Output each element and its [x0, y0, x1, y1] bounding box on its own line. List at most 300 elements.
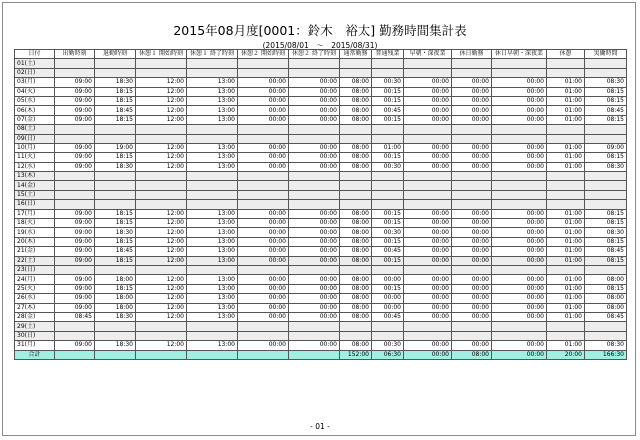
- time-cell: 00:00: [238, 303, 289, 312]
- time-cell: [136, 125, 187, 134]
- date-cell: 16(日): [15, 200, 55, 209]
- time-cell: 00:00: [452, 209, 492, 218]
- time-cell: 09:00: [55, 162, 95, 171]
- time-cell: [404, 265, 452, 274]
- time-cell: [95, 181, 136, 190]
- date-cell: 03(月): [15, 78, 55, 87]
- time-cell: 00:00: [238, 284, 289, 293]
- time-cell: 00:00: [238, 312, 289, 321]
- date-cell: 27(木): [15, 303, 55, 312]
- time-cell: [452, 265, 492, 274]
- time-cell: 00:00: [404, 143, 452, 152]
- time-cell: 00:00: [492, 275, 547, 284]
- time-cell: 00:00: [238, 87, 289, 96]
- time-cell: 00:00: [238, 162, 289, 171]
- table-row: [15, 96, 627, 105]
- time-cell: 00:00: [404, 312, 452, 321]
- time-cell: 18:45: [95, 247, 136, 256]
- time-cell: [55, 134, 95, 143]
- time-cell: 09:00: [55, 228, 95, 237]
- time-cell: 09:00: [55, 143, 95, 152]
- time-cell: [187, 134, 238, 143]
- time-cell: 00:15: [372, 209, 404, 218]
- time-cell: 00:00: [289, 87, 340, 96]
- time-cell: 01:00: [547, 153, 585, 162]
- time-cell: [55, 125, 95, 134]
- time-cell: 18:15: [95, 96, 136, 105]
- time-cell: 00:00: [492, 303, 547, 312]
- time-cell: 00:00: [289, 312, 340, 321]
- time-cell: 00:00: [289, 284, 340, 293]
- time-cell: [492, 134, 547, 143]
- time-cell: 00:00: [238, 247, 289, 256]
- time-cell: 00:30: [372, 341, 404, 350]
- page-number: - 01 -: [310, 422, 330, 431]
- time-cell: [372, 200, 404, 209]
- total-cell: 08:00: [452, 350, 492, 359]
- time-cell: 08:30: [585, 341, 627, 350]
- time-cell: 01:00: [547, 247, 585, 256]
- time-cell: 13:00: [187, 143, 238, 152]
- time-cell: 08:15: [585, 96, 627, 105]
- time-cell: 00:00: [452, 275, 492, 284]
- date-cell: 17(月): [15, 209, 55, 218]
- total-cell: 152:00: [340, 350, 372, 359]
- time-cell: 13:00: [187, 294, 238, 303]
- time-cell: [547, 265, 585, 274]
- time-cell: [340, 200, 372, 209]
- table-row: [15, 303, 627, 312]
- time-cell: [340, 331, 372, 340]
- time-cell: 08:30: [585, 78, 627, 87]
- time-cell: 00:00: [452, 106, 492, 115]
- time-cell: [289, 322, 340, 331]
- time-cell: [95, 190, 136, 199]
- time-cell: 00:00: [404, 303, 452, 312]
- date-cell: 30(日): [15, 331, 55, 340]
- time-cell: 09:00: [55, 209, 95, 218]
- table-row: [15, 181, 627, 190]
- time-cell: [187, 322, 238, 331]
- time-cell: 00:00: [238, 143, 289, 152]
- time-cell: 00:45: [372, 106, 404, 115]
- time-cell: 01:00: [547, 78, 585, 87]
- time-cell: [547, 200, 585, 209]
- time-cell: 00:00: [452, 312, 492, 321]
- date-cell: 09(日): [15, 134, 55, 143]
- total-cell: 06:30: [372, 350, 404, 359]
- time-cell: [289, 134, 340, 143]
- time-cell: [547, 181, 585, 190]
- time-cell: 13:00: [187, 256, 238, 265]
- time-cell: 01:00: [547, 209, 585, 218]
- time-cell: [492, 172, 547, 181]
- date-cell: 07(金): [15, 115, 55, 124]
- time-cell: 00:00: [452, 153, 492, 162]
- time-cell: 18:30: [95, 312, 136, 321]
- table-row: [15, 115, 627, 124]
- table-row: [15, 59, 627, 68]
- time-cell: [492, 265, 547, 274]
- time-cell: 08:30: [585, 228, 627, 237]
- time-cell: [187, 125, 238, 134]
- time-cell: [492, 181, 547, 190]
- time-cell: [340, 322, 372, 331]
- time-cell: 00:00: [452, 162, 492, 171]
- time-cell: 00:00: [404, 275, 452, 284]
- time-cell: 00:00: [452, 256, 492, 265]
- column-header: 休憩２ 終了時刻: [289, 50, 340, 59]
- time-cell: 00:00: [452, 303, 492, 312]
- time-cell: [452, 68, 492, 77]
- time-cell: [340, 172, 372, 181]
- time-cell: 01:00: [547, 275, 585, 284]
- time-cell: 00:00: [452, 143, 492, 152]
- time-cell: [547, 134, 585, 143]
- table-row: [15, 275, 627, 284]
- time-cell: 00:00: [289, 237, 340, 246]
- time-cell: 08:00: [340, 312, 372, 321]
- time-cell: [585, 190, 627, 199]
- time-cell: [289, 125, 340, 134]
- time-cell: 19:00: [95, 143, 136, 152]
- time-cell: 08:00: [340, 78, 372, 87]
- time-cell: [585, 125, 627, 134]
- time-cell: 00:00: [289, 294, 340, 303]
- time-cell: [585, 331, 627, 340]
- time-cell: [340, 59, 372, 68]
- time-cell: [404, 200, 452, 209]
- time-cell: [340, 181, 372, 190]
- time-cell: [136, 331, 187, 340]
- time-cell: 18:15: [95, 209, 136, 218]
- time-cell: 08:00: [340, 341, 372, 350]
- time-cell: 00:15: [372, 153, 404, 162]
- table-row: [15, 331, 627, 340]
- time-cell: 13:00: [187, 87, 238, 96]
- table-row: [15, 294, 627, 303]
- time-cell: [238, 200, 289, 209]
- date-cell: 13(木): [15, 172, 55, 181]
- time-cell: 00:00: [404, 341, 452, 350]
- time-cell: 00:00: [289, 275, 340, 284]
- time-cell: 00:00: [452, 87, 492, 96]
- time-cell: 12:00: [136, 284, 187, 293]
- time-cell: 08:15: [585, 237, 627, 246]
- time-cell: [187, 200, 238, 209]
- time-cell: [585, 59, 627, 68]
- time-cell: 13:00: [187, 237, 238, 246]
- table-row: [15, 228, 627, 237]
- table-row: [15, 68, 627, 77]
- time-cell: 00:00: [492, 78, 547, 87]
- time-cell: [547, 190, 585, 199]
- table-row: [15, 265, 627, 274]
- time-cell: 00:00: [404, 78, 452, 87]
- time-cell: 09:00: [55, 256, 95, 265]
- time-cell: 00:15: [372, 219, 404, 228]
- table-header-row: [15, 50, 627, 59]
- table-row: [15, 78, 627, 87]
- time-cell: [55, 190, 95, 199]
- time-cell: 00:00: [492, 143, 547, 152]
- time-cell: [372, 59, 404, 68]
- time-cell: 08:00: [340, 228, 372, 237]
- date-cell: 11(火): [15, 153, 55, 162]
- time-cell: 12:00: [136, 247, 187, 256]
- time-cell: 13:00: [187, 303, 238, 312]
- time-cell: 09:00: [55, 153, 95, 162]
- time-cell: 00:00: [289, 143, 340, 152]
- column-header: 休憩: [547, 50, 585, 59]
- time-cell: 12:00: [136, 153, 187, 162]
- table-row: [15, 312, 627, 321]
- total-cell: [55, 350, 95, 359]
- time-cell: 00:00: [238, 341, 289, 350]
- time-cell: 00:30: [372, 162, 404, 171]
- column-header: 実働時間: [585, 50, 627, 59]
- time-cell: 00:00: [492, 341, 547, 350]
- time-cell: 00:00: [372, 275, 404, 284]
- time-cell: [289, 190, 340, 199]
- time-cell: [238, 172, 289, 181]
- table-row: [15, 125, 627, 134]
- column-header: 退勤時刻: [95, 50, 136, 59]
- time-cell: 00:00: [289, 247, 340, 256]
- time-cell: 01:00: [547, 284, 585, 293]
- time-cell: 13:00: [187, 209, 238, 218]
- table-row: [15, 143, 627, 152]
- column-header: 普通残業: [372, 50, 404, 59]
- time-cell: 13:00: [187, 284, 238, 293]
- time-cell: [404, 125, 452, 134]
- report-period: (2015/08/01 ～ 2015/08/31): [262, 41, 378, 50]
- time-cell: 00:00: [404, 294, 452, 303]
- time-cell: 09:00: [585, 143, 627, 152]
- time-cell: 18:30: [95, 78, 136, 87]
- time-cell: 00:00: [289, 209, 340, 218]
- time-cell: 08:15: [585, 256, 627, 265]
- time-cell: 00:00: [238, 106, 289, 115]
- time-cell: [187, 190, 238, 199]
- time-cell: 00:00: [238, 294, 289, 303]
- time-cell: 00:00: [452, 341, 492, 350]
- time-cell: 13:00: [187, 312, 238, 321]
- time-cell: 00:00: [492, 256, 547, 265]
- time-cell: 18:00: [95, 303, 136, 312]
- time-cell: 18:30: [95, 228, 136, 237]
- time-cell: 13:00: [187, 106, 238, 115]
- time-cell: [187, 181, 238, 190]
- time-cell: 01:00: [547, 312, 585, 321]
- time-cell: 00:00: [289, 78, 340, 87]
- table-row: [15, 87, 627, 96]
- time-cell: 08:00: [340, 143, 372, 152]
- time-cell: [187, 59, 238, 68]
- time-cell: 13:00: [187, 219, 238, 228]
- time-cell: [238, 68, 289, 77]
- time-cell: 00:00: [452, 219, 492, 228]
- time-cell: 01:00: [547, 87, 585, 96]
- time-cell: 01:00: [547, 106, 585, 115]
- date-cell: 04(火): [15, 87, 55, 96]
- time-cell: 00:00: [404, 162, 452, 171]
- time-cell: 18:00: [95, 275, 136, 284]
- date-cell: 05(水): [15, 96, 55, 105]
- time-cell: [547, 322, 585, 331]
- time-cell: 00:00: [452, 247, 492, 256]
- date-cell: 19(水): [15, 228, 55, 237]
- time-cell: 00:00: [492, 247, 547, 256]
- time-cell: 00:00: [289, 162, 340, 171]
- date-cell: 20(木): [15, 237, 55, 246]
- date-cell: 18(火): [15, 219, 55, 228]
- time-cell: 08:00: [340, 162, 372, 171]
- time-cell: 00:00: [492, 162, 547, 171]
- date-cell: 23(日): [15, 265, 55, 274]
- time-cell: [452, 200, 492, 209]
- time-cell: 08:15: [585, 87, 627, 96]
- time-cell: [547, 59, 585, 68]
- time-cell: 00:00: [404, 219, 452, 228]
- time-cell: 13:00: [187, 275, 238, 284]
- time-cell: [95, 59, 136, 68]
- time-cell: 12:00: [136, 275, 187, 284]
- time-cell: 00:00: [492, 294, 547, 303]
- time-cell: 00:00: [452, 96, 492, 105]
- date-cell: 25(火): [15, 284, 55, 293]
- time-cell: 13:00: [187, 162, 238, 171]
- time-cell: [55, 68, 95, 77]
- time-cell: [95, 200, 136, 209]
- time-cell: [55, 172, 95, 181]
- time-cell: 08:00: [340, 209, 372, 218]
- time-cell: [55, 181, 95, 190]
- time-cell: 00:00: [238, 153, 289, 162]
- time-cell: 00:00: [404, 237, 452, 246]
- time-cell: [452, 331, 492, 340]
- time-cell: [238, 134, 289, 143]
- time-cell: 00:00: [404, 153, 452, 162]
- table-row: [15, 256, 627, 265]
- time-cell: 00:00: [492, 312, 547, 321]
- time-cell: 09:00: [55, 87, 95, 96]
- time-cell: 01:00: [547, 237, 585, 246]
- time-cell: [372, 322, 404, 331]
- time-cell: 00:00: [372, 303, 404, 312]
- time-cell: 18:15: [95, 219, 136, 228]
- time-cell: [452, 172, 492, 181]
- time-cell: [136, 134, 187, 143]
- date-cell: 01(土): [15, 59, 55, 68]
- time-cell: 12:00: [136, 115, 187, 124]
- time-cell: 00:00: [238, 256, 289, 265]
- time-cell: 00:00: [492, 209, 547, 218]
- time-cell: [95, 68, 136, 77]
- time-cell: 01:00: [547, 303, 585, 312]
- time-cell: [55, 200, 95, 209]
- time-cell: [136, 172, 187, 181]
- time-cell: 09:00: [55, 341, 95, 350]
- time-cell: [404, 68, 452, 77]
- time-cell: [289, 331, 340, 340]
- time-cell: [340, 265, 372, 274]
- time-cell: 00:00: [289, 341, 340, 350]
- table-row: [15, 134, 627, 143]
- time-cell: 08:45: [585, 106, 627, 115]
- date-cell: 28(金): [15, 312, 55, 321]
- time-cell: 12:00: [136, 106, 187, 115]
- time-cell: 18:15: [95, 237, 136, 246]
- time-cell: [55, 331, 95, 340]
- date-cell: 14(金): [15, 181, 55, 190]
- time-cell: 08:45: [585, 247, 627, 256]
- time-cell: 12:00: [136, 341, 187, 350]
- time-cell: 12:00: [136, 256, 187, 265]
- time-cell: [585, 134, 627, 143]
- time-cell: [404, 190, 452, 199]
- time-cell: 00:00: [492, 96, 547, 105]
- time-cell: 12:00: [136, 237, 187, 246]
- total-cell: [187, 350, 238, 359]
- time-cell: [585, 265, 627, 274]
- total-cell: 00:00: [404, 350, 452, 359]
- date-cell: 22(土): [15, 256, 55, 265]
- time-cell: [238, 59, 289, 68]
- time-cell: 00:00: [289, 228, 340, 237]
- table-row: [15, 200, 627, 209]
- time-cell: [238, 125, 289, 134]
- date-cell: 21(金): [15, 247, 55, 256]
- time-cell: [95, 125, 136, 134]
- total-cell: [289, 350, 340, 359]
- column-header: 出勤時刻: [55, 50, 95, 59]
- time-cell: 00:00: [238, 96, 289, 105]
- time-cell: 00:00: [289, 219, 340, 228]
- time-cell: 09:00: [55, 106, 95, 115]
- time-cell: 01:00: [547, 162, 585, 171]
- column-header: 通常勤務: [340, 50, 372, 59]
- time-cell: [492, 190, 547, 199]
- time-cell: [136, 181, 187, 190]
- time-cell: 09:00: [55, 275, 95, 284]
- time-cell: 18:30: [95, 341, 136, 350]
- time-cell: 00:00: [289, 106, 340, 115]
- time-cell: 18:00: [95, 294, 136, 303]
- time-cell: 13:00: [187, 153, 238, 162]
- time-cell: 00:00: [289, 256, 340, 265]
- time-cell: [136, 200, 187, 209]
- time-cell: 00:45: [372, 312, 404, 321]
- time-cell: [372, 265, 404, 274]
- time-cell: [187, 68, 238, 77]
- time-cell: 18:15: [95, 284, 136, 293]
- column-header: 休日早朝・深夜業: [492, 50, 547, 59]
- time-cell: [187, 265, 238, 274]
- time-cell: [187, 331, 238, 340]
- time-cell: [492, 200, 547, 209]
- date-cell: 31(月): [15, 341, 55, 350]
- time-cell: [585, 322, 627, 331]
- attendance-table: [14, 49, 627, 360]
- time-cell: 08:00: [340, 247, 372, 256]
- time-cell: [372, 125, 404, 134]
- column-header: 休憩１ 終了時刻: [187, 50, 238, 59]
- time-cell: 08:45: [585, 312, 627, 321]
- time-cell: 18:45: [95, 106, 136, 115]
- time-cell: 00:00: [492, 237, 547, 246]
- time-cell: [95, 322, 136, 331]
